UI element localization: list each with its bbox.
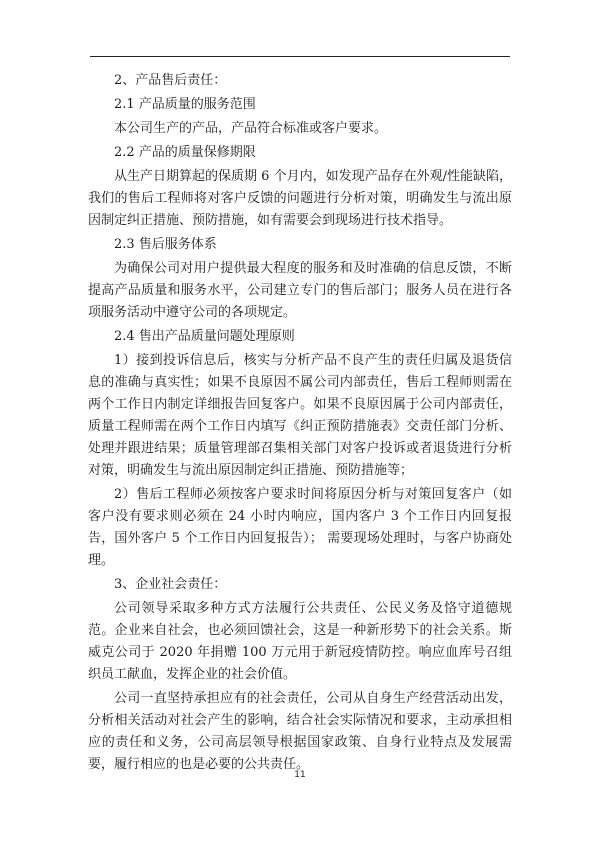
page-number: 11 xyxy=(294,770,306,780)
paragraph: 公司领导采取多种方式方法履行公共责任、公民义务及恪守道德规范。企业来自社会，也必须回馈社会，这是一种新形势下的社会关系。斯威克公司于 2020 年捐赠 100 万元用于新冠疫情防控。响应血库号召组织员工献血，发挥企业的社会价值。 xyxy=(88,601,512,682)
subheading-service-scope: 2.1 产品质量的服务范围 xyxy=(114,97,256,112)
paragraph: 本公司生产的产品，产品符合标准或客户要求。 xyxy=(114,121,388,136)
paragraph: 1）接到投诉信息后，核实与分析产品不良产生的责任归属及退货信息的准确与真实性；如果不良原因不属公司内部责任，售后工程师则需在两个工作日内制定详细报告回复客户。如果不良原因属于公司内部责任，质量工程师需在两个工作日内填写《纠正预防措施表》交责任部门分析、处理并跟进结果；质量管理部召集相关部门对客户投诉或者退货进行分析对策，明确发生与流出原因制定纠正措施、预防措施等； xyxy=(88,353,512,478)
paragraph: 2）售后工程师必须按客户要求时间将原因分析与对策回复客户（如客户没有要求则必须在 24 小时内响应，国内客户 3 个工作日内回复报告，国外客户 5 个工作日内回复报告）； 需要现场处理时，与客户协商处理。 xyxy=(88,487,512,568)
paragraph: 公司一直坚持承担应有的社会责任，公司从自身生产经营活动出发，分析相关活动对社会产生的影响，结合社会实际情况和要求，主动承担相应的责任和义务，公司高层领导根据国家政策、自身行业特点及发展需要，履行相应的也是必要的公共责任。 xyxy=(88,691,512,772)
subheading-handling-principles: 2.4 售出产品质量问题处理原则 xyxy=(114,329,295,344)
heading-after-sales: 2、产品售后责任： xyxy=(114,73,227,88)
paragraph: 为确保公司对用户提供最大程度的服务和及时准确的信息反馈，不断提高产品质量和服务水平，公司建立专门的售后部门；服务人员在进行各项服务活动中遵守公司的各项规定。 xyxy=(88,261,512,320)
heading-social-responsibility: 3、企业社会责任： xyxy=(114,577,227,592)
subheading-service-system: 2.3 售后服务体系 xyxy=(114,237,217,252)
paragraph: 从生产日期算起的保质期 6 个月内，如发现产品存在外观/性能缺陷，我们的售后工程师将对客户反馈的问题进行分析对策，明确发生与流出原因制定纠正措施、预防措施，如有需要会到现场进行技术指导。 xyxy=(88,169,512,228)
subheading-warranty-period: 2.2 产品的质量保修期限 xyxy=(114,145,256,160)
header-rule xyxy=(90,56,510,57)
body-text xyxy=(88,70,512,776)
